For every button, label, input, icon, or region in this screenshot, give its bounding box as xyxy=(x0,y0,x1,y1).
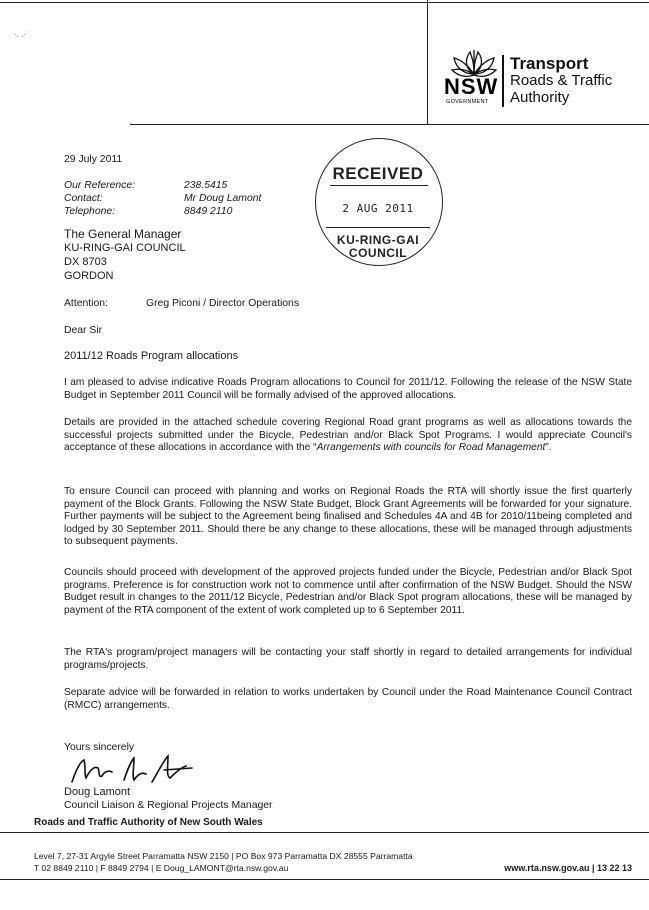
attention-label: Attention: xyxy=(64,298,108,309)
signer-title: Council Liaison & Regional Projects Manager xyxy=(64,800,273,811)
nsw-wordmark: NSW xyxy=(444,74,499,99)
stamp-org-line-2: COUNCIL xyxy=(348,246,408,260)
government-label: GOVERNMENT xyxy=(446,99,489,105)
footer-rule-top xyxy=(0,832,649,833)
salutation: Dear Sir xyxy=(64,325,103,336)
paragraph-2-end: ”. xyxy=(545,442,552,454)
signer-name: Doug Lamont xyxy=(64,786,131,798)
scan-marks: ·. .·˙ xyxy=(14,30,29,39)
stamp-org-line-1: KU-RING-GAI xyxy=(336,233,420,247)
stamp-date: 2 AUG 2011 xyxy=(342,202,414,215)
paragraph-2-text: Details are provided in the attached schedule covering Regional Road grant programs as well as allocations towards the successful projects submitted under the Bicycle, Pedestrian and/or Black Spot Programs. I would appreciate Council's acceptance of these allocations in accordance with the “ xyxy=(64,417,632,454)
agency-line-3: Authority xyxy=(510,89,570,106)
body-paragraph-2 xyxy=(64,417,632,455)
reference-value: 238.5415 xyxy=(184,180,228,191)
agency-title: Transport xyxy=(510,54,589,73)
closing: Yours sincerely xyxy=(64,742,135,753)
handwritten-signature xyxy=(68,752,198,788)
recipient-title: The General Manager xyxy=(64,227,182,241)
reference-label: Our Reference: xyxy=(64,180,136,191)
stamp-title: RECEIVED xyxy=(332,164,424,183)
agency-line-2: Roads & Traffic xyxy=(510,72,613,89)
organisation-name: Roads and Traffic Authority of New South Wales xyxy=(34,817,263,828)
top-rule xyxy=(0,2,649,3)
footer-web-link[interactable]: www.rta.nsw.gov.au | 13 22 13 xyxy=(504,863,632,873)
stamp-rule-bottom xyxy=(326,227,430,228)
body-paragraph-6: Separate advice will be forwarded in relation to works undertaken by Council under the Road Maintenance Council Contract (RMCC) arrangements. xyxy=(64,687,632,711)
header-rule xyxy=(130,124,649,125)
telephone-label: Telephone: xyxy=(64,206,116,217)
recipient-org: KU-RING-GAI COUNCIL xyxy=(64,242,186,254)
footer-address: Level 7, 27-31 Argyle Street Parramatta NSW 2150 | PO Box 973 Parramatta DX 28555 Parramatta xyxy=(34,851,413,861)
letter-date: 29 July 2011 xyxy=(64,154,123,165)
stamp-rule-top xyxy=(330,185,428,186)
recipient-town: GORDON xyxy=(64,270,114,282)
footer-rule-bottom xyxy=(0,879,649,880)
contact-value: Mr Doug Lamont xyxy=(184,193,262,204)
attention-value: Greg Piconi / Director Operations xyxy=(146,298,300,309)
arrangements-document-title: Arrangements with councils for Road Management xyxy=(316,442,546,454)
body-paragraph-1: I am pleased to advise indicative Roads Program allocations to Council for 2011/12. Following the release of the NSW State Budget in September 2011 Council will be formally advised of the approved allocations. xyxy=(64,377,632,401)
body-paragraph-3: To ensure Council can proceed with planning and works on Regional Roads the RTA will shortly issue the first quarterly payment of the Block Grants. Following the NSW State Budget, Block Grant Agreements will be forwarded for your signature. Further payments will be subject to the Agreement being finalised and Schedules 4A and 4B for 2010/11being completed and lodged by 30 September 2011. Should there be any change to these allocations, these will be managed through adjustments to subsequent payments. xyxy=(64,486,632,548)
recipient-dx: DX 8703 xyxy=(64,256,107,268)
body-paragraph-5: The RTA's program/project managers will be contacting your staff shortly in regard to detailed arrangements for individual programs/projects. xyxy=(64,647,632,671)
body-paragraph-4: Councils should proceed with development of the approved projects funded under the Bicycle, Pedestrian and/or Black Spot programs. Preference is for construction work not to commence until after confirmation of the NSW Budget. Should the NSW Budget result in changes to the 2011/12 Bicycle, Pedestrian and/or Black Spot program allocations, these will be managed by payment of the RTA component of the extent of work completed up to 6 September 2011. xyxy=(64,567,632,616)
letter-subject: 2011/12 Roads Program allocations xyxy=(64,350,239,362)
logo-box-divider xyxy=(427,0,428,124)
footer-contacts: T 02 8849 2110 | F 8849 2794 | E Doug_LAMONT@rta.nsw.gov.au xyxy=(34,863,289,873)
logo-separator xyxy=(502,55,504,107)
telephone-value: 8849 2110 xyxy=(184,206,233,217)
contact-label: Contact: xyxy=(64,193,103,204)
